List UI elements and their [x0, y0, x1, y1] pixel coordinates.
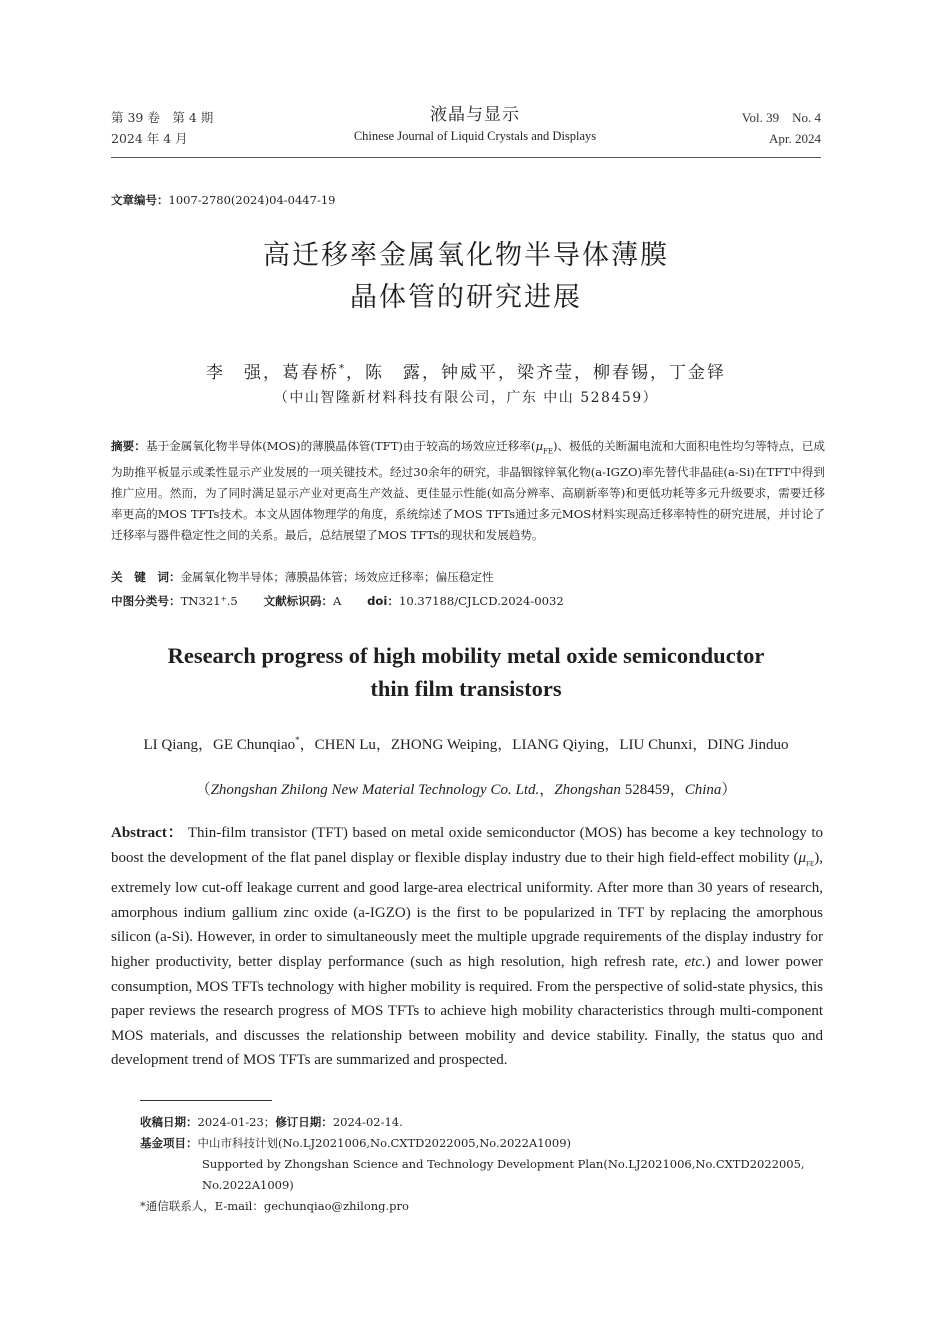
header-left — [111, 107, 213, 149]
abstract-cn — [111, 436, 825, 545]
abstract-en-part2: ), extremely low cut-off leakage current and good large-area electrical uniformity. After more than 30 years of research, amorphous indium gallium zinc oxide (a-IGZO) is the first to be popularized in TFT by replacing the amorphous silicon (a-Si). However, in order to simultaneously meet the multiple upgrade requirements of the display industry for higher productivity, better display performance (such as high resolution, high refresh rate, — [111, 849, 823, 970]
aff-country: China — [684, 782, 722, 798]
aff-company: Zhongshan Zhilong New Material Technology Co. Ltd. — [210, 782, 540, 798]
aff-postcode: 528459， — [620, 782, 685, 798]
abstract-cn-part2: )、极低的关断漏电流和大面积电性均匀等特点，已成为助推平板显示或柔性显示产业发展的一项关键技术。经过30余年的研究，非晶铟镓锌氧化物(a-IGZO)率先替代非晶硅(a-Si)在TFT中得到推广应用。然而，为了同时满足显示产业对更高生产效益、更佳显示性能(如高分辨率、高刷新率等)和更低功耗等多元升级要求，需要迁移率更高的MOS TFTs技术。本文从固体物理学的角度，系统综述了MOS TFTs通过多元MOS材料实现高迁移率特性的研究进展，并讨论了迁移率与器件稳定性之间的关系。最后，总结展望了MOS TFTs的现状和发展趋势。 — [111, 439, 825, 542]
clc-label: 中图分类号： — [111, 594, 181, 608]
fund-value-cn: 中山市科技计划(No.LJ2021006,No.CXTD2022005,No.2022A1009) — [197, 1136, 571, 1150]
fund-en-line1: Supported by Zhongshan Science and Technology Development Plan(No.LJ2021006,No.CXTD2022005, — [202, 1157, 805, 1171]
received-value: 2024-01-23； — [197, 1115, 276, 1129]
received-label: 收稿日期： — [140, 1115, 198, 1129]
volume-issue-cn: 第 39 卷 第 4 期 — [111, 110, 214, 125]
classification-line — [111, 593, 586, 609]
clc-code — [111, 594, 238, 608]
date-en: Apr. 2024 — [769, 131, 821, 146]
article-number-value: 1007-2780(2024)04-0447-19 — [168, 193, 336, 207]
title-cn — [111, 235, 821, 319]
title-cn-line1: 高迁移率金属氧化物半导体薄膜 — [263, 240, 669, 271]
keywords-cn-value: 金属氧化物半导体；薄膜晶体管；场效应迁移率；偏压稳定性 — [180, 570, 494, 584]
header-center — [300, 103, 650, 145]
affiliation-en — [111, 778, 821, 799]
mu-subscript-en: FE — [806, 859, 815, 868]
aff-close-paren: ） — [721, 782, 737, 798]
authors-en — [111, 733, 821, 754]
dates-line — [140, 1112, 830, 1133]
doc-value: A — [333, 594, 342, 608]
mu-symbol-en: μ — [798, 849, 807, 866]
corresponding-mark-cn: * — [339, 363, 346, 375]
volume-issue-en: Vol. 39 No. 4 — [741, 110, 821, 125]
date-cn: 2024 年 4 月 — [111, 131, 188, 146]
abstract-en-part1: Thin-film transistor (TFT) based on metal oxide semiconductor (MOS) has become a key technology to boost the development of the flat panel display or flexible display industry due to their high field-effect mobility ( — [111, 825, 823, 866]
fund-line — [140, 1133, 830, 1154]
abstract-en-part3: ) and lower power consumption, MOS TFTs technology with higher mobility is required. From the perspective of solid-state physics, this paper reviews the research progress of MOS TFTs to achieve high mobility characteristics through multi-component MOS materials, and discusses the relationship between mobility and device stability. Finally, the status quo and development trend of MOS TFTs are summarized and prospected. — [111, 953, 823, 1069]
affiliation-cn: （中山智隆新材料科技有限公司，广东 中山 528459） — [273, 390, 659, 406]
revised-label: 修订日期： — [275, 1115, 333, 1129]
mu-symbol-cn: μ — [535, 439, 543, 453]
keywords-cn — [111, 569, 494, 585]
title-en — [111, 639, 821, 705]
aff-open-paren: （ — [195, 782, 211, 798]
fund-label: 基金项目： — [140, 1136, 198, 1150]
aff-city: Zhongshan — [554, 782, 621, 798]
corresponding-author: *通信联系人，E-mail：gechunqiao@zhilong.pro — [140, 1199, 409, 1213]
abstract-cn-part1: 基于金属氧化物半导体(MOS)的薄膜晶体管(TFT)由于较高的场效应迁移率( — [145, 439, 536, 453]
footnote-divider — [140, 1100, 272, 1101]
doi-label: doi： — [367, 594, 399, 608]
authors-cn-first: 李 强，葛春桥 — [206, 363, 339, 383]
footnotes — [140, 1112, 830, 1217]
journal-title-cn: 液晶与显示 — [430, 105, 520, 125]
doi-value: 10.37188/CJLCD.2024-0032 — [398, 594, 564, 608]
authors-cn-rest: ，陈 露，钟威平，梁齐莹，柳春锡，丁金铎 — [346, 363, 726, 383]
abstract-en-label: Abstract： — [111, 825, 184, 841]
article-number-label: 文章编号： — [111, 193, 169, 207]
journal-title-en: Chinese Journal of Liquid Crystals and Displays — [353, 129, 597, 143]
authors-cn — [111, 358, 821, 383]
abstract-cn-label: 摘要： — [111, 439, 146, 453]
keywords-cn-label: 关 键 词： — [111, 570, 181, 584]
authors-en-rest: ，CHEN Lu，ZHONG Weiping，LIANG Qiying，LIU Chunxi，DING Jinduo — [299, 737, 789, 753]
aff-sep: ， — [539, 782, 555, 798]
authors-en-first: LI Qiang，GE Chunqiao — [143, 737, 296, 753]
etc-abbrev: etc. — [684, 953, 706, 970]
revised-value: 2024-02-14. — [332, 1115, 403, 1129]
header-right — [742, 107, 821, 149]
title-en-line1: Research progress of high mobility metal oxide semiconductor — [167, 643, 765, 668]
doc-code — [263, 594, 341, 608]
title-cn-line2: 晶体管的研究进展 — [350, 282, 582, 313]
title-en-line2: thin film transistors — [370, 676, 562, 701]
doc-label: 文献标识码： — [263, 594, 334, 608]
corresponding-mark-en: * — [295, 735, 300, 745]
clc-value: TN321⁺.5 — [180, 594, 238, 608]
mu-subscript-cn: FE — [543, 447, 553, 456]
doi — [367, 594, 564, 608]
abstract-en — [111, 821, 823, 1073]
article-number — [111, 192, 335, 208]
fund-en-line2: No.2022A1009) — [202, 1178, 294, 1192]
header-divider — [111, 157, 821, 158]
